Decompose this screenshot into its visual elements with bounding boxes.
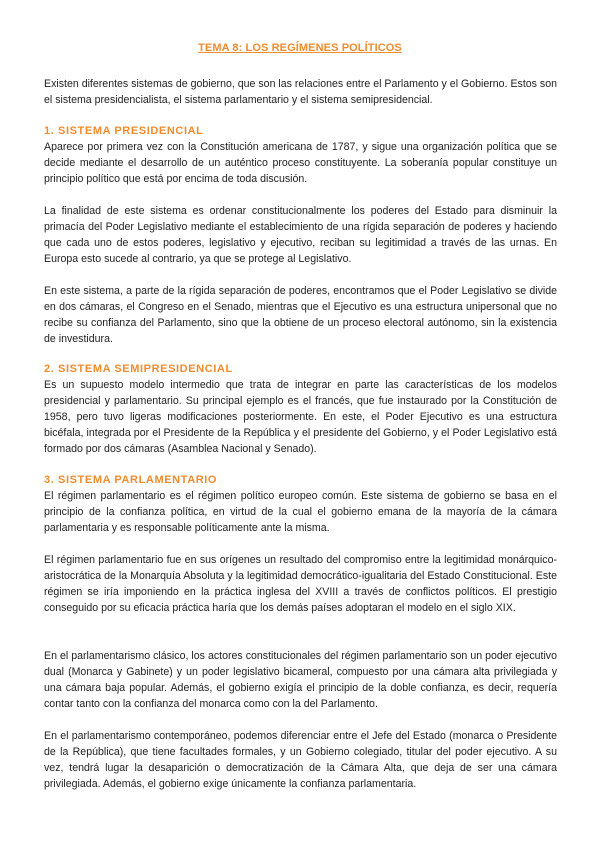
paragraph: La finalidad de este sistema es ordenar constitucionalmente los poderes del Estado para disminuir la primacía del Poder Legislativo mediante el establecimiento de una rígida separación de poderes y haciendo que cada uno de estos poderes, legislativo y ejecutivo, reciban su legitimidad a través de las urnas. En Europa esto sucede al contrario, ya que se protege al Legislativo.: [44, 205, 557, 265]
paragraph: El régimen parlamentario es el régimen político europeo común. Este sistema de gobierno se basa en el principio de la confianza política, en virtud de la cual el gobierno emana de la mayoría de la cámara parlamentaria y es responsable políticamente ante la misma.: [44, 490, 557, 534]
section-heading-presidencial: 1. SISTEMA PRESIDENCIAL: [44, 125, 204, 137]
section-heading-parlamentario: 3. SISTEMA PARLAMENTARIO: [44, 474, 218, 486]
page-title: TEMA 8: LOS REGÍMENES POLÍTICOS: [198, 42, 402, 54]
paragraph: En el parlamentarismo clásico, los actores constitucionales del régimen parlamentario son un poder ejecutivo dual (Monarca y Gabinete) y un poder legislativo bicameral, compuesto por una cámara alta privilegiada y una cámara baja popular. Además, el gobierno exigía el principio de la doble confianza, es decir, requería contar tanto con la confianza del monarca como con la del Parlamento.: [44, 650, 557, 710]
paragraph: El régimen parlamentario fue en sus orígenes un resultado del compromiso entre la legitimidad monárquico-aristocrática de la Monarquía Absoluta y la legitimidad democrático-igualitaria del Estado Constitucional. Este régimen se iría imponiendo en la práctica inglesa del XVIII a través de conflictos políticos. El prestigio conseguido por su eficacia práctica haría que los demás países adoptaran el modelo en el siglo XIX.: [44, 554, 557, 614]
paragraph: Es un supuesto modelo intermedio que trata de integrar en parte las características de los modelos presidencial y parlamentario. Su principal ejemplo es el francés, que fue instaurado por la Constitución de 1958, pero tuvo ligeras modificaciones posteriormente. En este, el Poder Ejecutivo es una estructura bicéfala, integrada por el Presidente de la República y el presidente del Gobierno, y el Poder Legislativo está formado por dos cámaras (Asamblea Nacional y Senado).: [44, 379, 557, 455]
paragraph: En el parlamentarismo contemporáneo, podemos diferenciar entre el Jefe del Estado (monarca o Presidente de la República), que tiene facultades formales, y un Gobierno colegiado, titular del poder ejecutivo. A su vez, tendrá lugar la desaparición o democratización de la Cámara Alta, que deja de ser una cámara privilegiada. Además, el gobierno exige únicamente la confianza parlamentaria.: [44, 730, 557, 790]
section-heading-semipresidencial: 2. SISTEMA SEMIPRESIDENCIAL: [44, 363, 233, 375]
intro-paragraph: Existen diferentes sistemas de gobierno, que son las relaciones entre el Parlamento y el Gobierno. Estos son el sistema presidencialista, el sistema parlamentario y el sistema semipresidencial.: [44, 78, 557, 106]
paragraph: Aparece por primera vez con la Constitución americana de 1787, y sigue una organización política que se decide mediante el desarrollo de un auténtico proceso constituyente. La soberanía popular constituye un principio político que está por encima de toda discusión.: [44, 141, 557, 185]
paragraph: En este sistema, a parte de la rígida separación de poderes, encontramos que el Poder Legislativo se divide en dos cámaras, el Congreso en el Senado, mientras que el Ejecutivo es una estructura unipersonal que no recibe su confianza del Parlamento, sino que la obtiene de un proceso electoral autónomo, sin la existencia de investidura.: [44, 285, 557, 345]
